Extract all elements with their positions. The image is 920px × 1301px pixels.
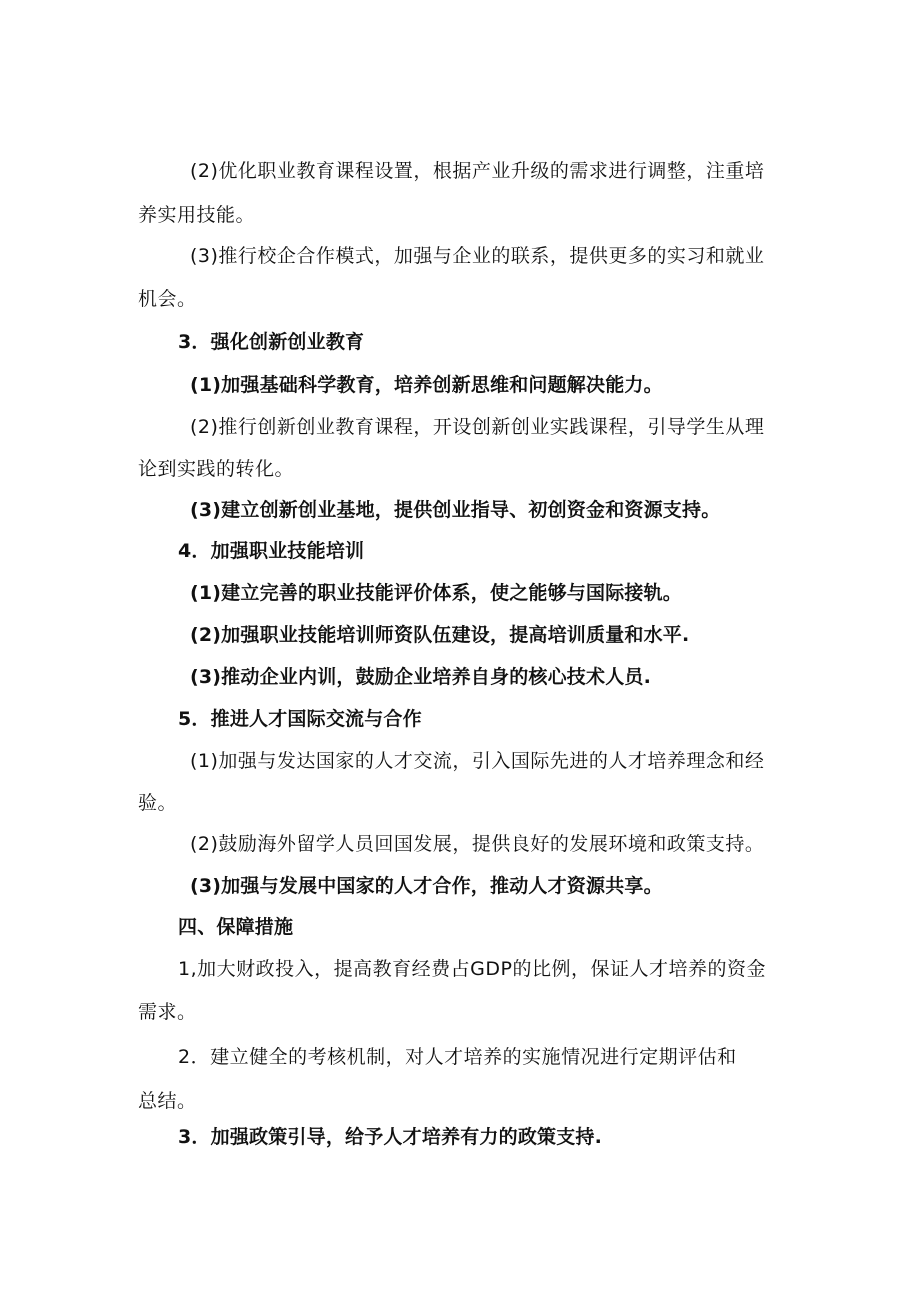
paragraph-line: (1)加强基础科学教育，培养创新思维和问题解决能力。 xyxy=(190,374,663,396)
paragraph-line: 2．建立健全的考核机制，对人才培养的实施情况进行定期评估和 xyxy=(178,1046,737,1068)
paragraph-line: (2)优化职业教育课程设置，根据产业升级的需求进行调整，注重培 xyxy=(190,160,765,182)
paragraph-line: (3)推行校企合作模式，加强与企业的联系，提供更多的实习和就业 xyxy=(190,245,765,267)
paragraph-line: (2)鼓励海外留学人员回国发展，提供良好的发展环境和政策支持。 xyxy=(190,833,765,855)
paragraph-line: (2)推行创新创业教育课程，开设创新创业实践课程，引导学生从理 xyxy=(190,416,765,438)
paragraph-line: 养实用技能。 xyxy=(138,204,256,226)
paragraph-line: 论到实践的转化。 xyxy=(138,458,295,480)
paragraph-line: 验。 xyxy=(138,792,178,814)
paragraph-line: (3)加强与发展中国家的人才合作，推动人才资源共享。 xyxy=(190,875,663,897)
section-heading: 3．强化创新创业教育 xyxy=(178,331,365,353)
paragraph-line: (1)建立完善的职业技能评价体系，使之能够与国际接轨。 xyxy=(190,582,682,604)
paragraph-line: 3．加强政策引导，给予人才培养有力的政策支持. xyxy=(178,1126,603,1148)
paragraph-line: (2)加强职业技能培训师资队伍建设，提高培训质量和水平. xyxy=(190,624,690,646)
paragraph-line: (1)加强与发达国家的人才交流，引入国际先进的人才培养理念和经 xyxy=(190,750,765,772)
paragraph-line: 需求。 xyxy=(138,1001,197,1023)
paragraph-line: 1,加大财政投入，提高教育经费占GDP的比例，保证人才培养的资金 xyxy=(178,958,766,980)
paragraph-line: 总结。 xyxy=(138,1090,197,1112)
paragraph-line: (3)推动企业内训，鼓励企业培养自身的核心技术人员. xyxy=(190,666,652,688)
chapter-heading: 四、保障措施 xyxy=(178,916,294,938)
section-heading: 5．推进人才国际交流与合作 xyxy=(178,708,422,730)
paragraph-line: 机会。 xyxy=(138,288,197,310)
paragraph-line: (3)建立创新创业基地，提供创业指导、初创资金和资源支持。 xyxy=(190,499,721,521)
section-heading: 4．加强职业技能培训 xyxy=(178,540,365,562)
